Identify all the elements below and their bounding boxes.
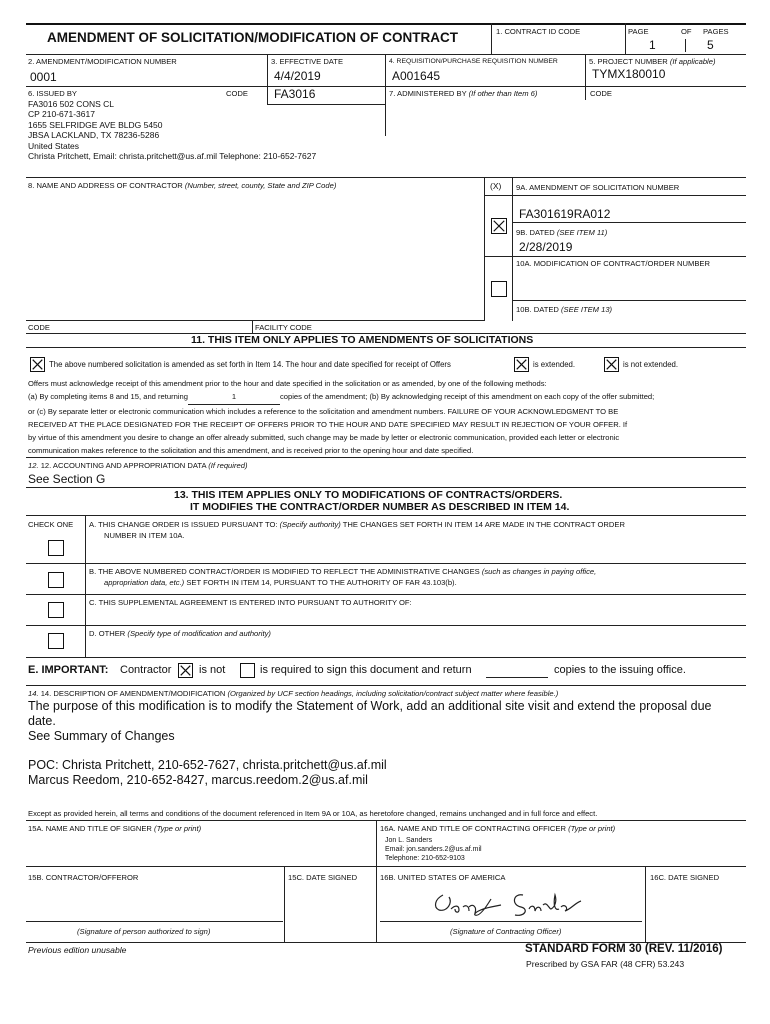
is-required-label: is required to sign this document and return xyxy=(260,664,472,676)
officer-line: Jon L. Sanders xyxy=(385,837,433,844)
amendment-number-value[interactable]: 0001 xyxy=(30,70,57,84)
effective-date-label: 3. EFFECTIVE DATE xyxy=(271,57,344,66)
description-label: 14. 14. DESCRIPTION OF AMENDMENT/MODIFICATION (Organized by UCF section headings, including solicitation/contract subject matter where feasible.) xyxy=(28,689,559,698)
officer-signature-caption: (Signature of Contracting Officer) xyxy=(450,927,562,936)
instruction-line: RECEIVED AT THE PLACE DESIGNATED FOR THE RECEIPT OF OFFERS PRIOR TO THE HOUR AND DATE SPECIFIED MAY RESULT IN REJECTION OF YOUR OFFER. If xyxy=(28,419,628,429)
option-d-label: D. OTHER (Specify type of modification and authority) xyxy=(89,629,271,638)
prescribed-by: Prescribed by GSA FAR (48 CFR) 53.243 xyxy=(526,959,685,969)
item11-heading: 11. THIS ITEM ONLY APPLIES TO AMENDMENTS OF SOLICITATIONS xyxy=(191,334,534,346)
effective-date-value[interactable]: 4/4/2019 xyxy=(274,69,321,83)
officer-details xyxy=(385,836,482,863)
issuer-address xyxy=(28,99,316,161)
poc-text xyxy=(28,758,387,788)
is-extended-label: is extended. xyxy=(533,360,576,369)
option-d-checkbox[interactable] xyxy=(48,633,64,649)
except-provided-text: Except as provided herein, all terms and conditions of the document referenced in Item 9A or 10A, as heretofore changed, remains unchanged and in full force and effect. xyxy=(28,809,598,818)
page-label: PAGE xyxy=(628,27,649,36)
check-one-label: CHECK ONE xyxy=(28,520,74,529)
instruction-line: (a) By completing items 8 and 15, and returning 1 copies of the amendment; (b) By acknowledging receipt of this amendment on each copy of the offer submitted; xyxy=(28,390,654,404)
option-a-line1: A. THIS CHANGE ORDER IS ISSUED PURSUANT TO: (Specify authority) THE CHANGES SET FORTH IN ITEM 14 ARE MADE IN THE CONTRACT ORDER xyxy=(89,520,625,529)
item11-line1: The above numbered solicitation is amended as set forth in Item 14. The hour and date specified for receipt of Offers xyxy=(49,360,451,369)
contract-id-code-label: 1. CONTRACT ID CODE xyxy=(496,27,581,36)
issuer-line: Christa Pritchett, Email: christa.pritchett@us.af.mil Telephone: 210-652-7627 xyxy=(28,151,317,162)
contractor-address-label: 8. NAME AND ADDRESS OF CONTRACTOR (Number, street, county, State and ZIP Code) xyxy=(28,181,337,190)
form-title: AMENDMENT OF SOLICITATION/MODIFICATION OF CONTRACT xyxy=(47,30,458,45)
solicitation-checkbox[interactable] xyxy=(491,218,507,234)
contractor-code-label: CODE xyxy=(28,323,50,332)
item13-heading-1: 13. THIS ITEM APPLIES ONLY TO MODIFICATIONS OF CONTRACTS/ORDERS. xyxy=(174,489,563,501)
pages-label: PAGES xyxy=(703,27,729,36)
issuer-line: FA3016 502 CONS CL xyxy=(28,99,114,109)
instruction-line: Offers must acknowledge receipt of this amendment prior to the hour and date specified in the solicitation or as amended, by one of the following methods: xyxy=(28,379,547,388)
contractor-date-label: 15C. DATE SIGNED xyxy=(288,873,358,882)
option-c-checkbox[interactable] xyxy=(48,602,64,618)
solicitation-dated-label: 9B. DATED (SEE ITEM 11) xyxy=(516,228,608,237)
issued-by-label: 6. ISSUED BY xyxy=(28,89,77,98)
project-number-label: 5. PROJECT NUMBER (If applicable) xyxy=(589,57,716,66)
description-line: date. xyxy=(28,714,56,728)
signer-name-label: 15A. NAME AND TITLE OF SIGNER (Type or print) xyxy=(28,824,202,833)
issuer-line: CP 210-671-3617 xyxy=(28,109,95,120)
copies-returned-field[interactable]: 1 xyxy=(188,390,280,404)
modification-checkbox[interactable] xyxy=(491,281,507,297)
not-extended-checkbox[interactable] xyxy=(604,357,619,372)
issued-code-label: CODE xyxy=(226,89,248,98)
option-b-line2: appropriation data, etc.) SET FORTH IN ITEM 14, PURSUANT TO THE AUTHORITY OF FAR 43.103(b). xyxy=(104,578,457,587)
option-b-line1: B. THE ABOVE NUMBERED CONTRACT/ORDER IS MODIFIED TO REFLECT THE ADMINISTRATIVE CHANGES (such as changes in paying office, xyxy=(89,567,597,576)
option-b-checkbox[interactable] xyxy=(48,572,64,588)
important-label: E. IMPORTANT: xyxy=(28,664,109,676)
contractor-offeror-label: 15B. CONTRACTOR/OFFEROR xyxy=(28,873,139,882)
solicitation-dated-value[interactable]: 2/28/2019 xyxy=(519,240,573,254)
issuer-line: JBSA LACKLAND, TX 78236-5286 xyxy=(28,130,160,141)
signer-signature-caption: (Signature of person authorized to sign) xyxy=(77,927,211,936)
is-not-checkbox[interactable] xyxy=(178,663,193,678)
instruction-line: by virtue of this amendment you desire to change an offer already submitted, such change may be made by letter or electronic communication, provided each letter or electronic xyxy=(28,433,620,443)
contractor-label: Contractor xyxy=(120,664,172,676)
not-extended-label: is not extended. xyxy=(623,360,679,369)
accounting-data-value[interactable]: See Section G xyxy=(28,472,106,486)
is-required-checkbox[interactable] xyxy=(240,663,255,678)
is-extended-checkbox[interactable] xyxy=(514,357,529,372)
instruction-line: or (c) By separate letter or electronic communication which includes a reference to the solicitation and amendment numbers. FAILURE OF YOUR ACKNOWLEDGMENT TO BE xyxy=(28,406,619,416)
officer-date-label: 16C. DATE SIGNED xyxy=(650,873,720,882)
officer-line: Telephone: 210-652-9103 xyxy=(385,855,465,862)
issuer-line: 1655 SELFRIDGE AVE BLDG 5450 xyxy=(28,119,163,130)
modification-dated-label: 10B. DATED (SEE ITEM 13) xyxy=(516,305,613,314)
facility-code-label: FACILITY CODE xyxy=(255,323,312,332)
check-x-icon xyxy=(605,358,618,371)
requisition-number-label: 4. REQUISITION/PURCHASE REQUISITION NUMBER xyxy=(389,58,558,65)
accounting-data-label: 12. 12. ACCOUNTING AND APPROPRIATION DATA (If required) xyxy=(28,461,248,470)
officer-line: Email: jon.sanders.2@us.af.mil xyxy=(385,846,482,853)
poc-line: POC: Christa Pritchett, 210-652-7627, christa.pritchett@us.af.mil xyxy=(28,758,387,772)
check-x-icon xyxy=(515,358,528,371)
issuer-line: United States xyxy=(28,140,80,151)
standard-form-number: STANDARD FORM 30 (REV. 11/2016) xyxy=(525,943,723,955)
instruction-line: communication makes reference to the solicitation and this amendment, and is received prior to the opening hour and date specified. xyxy=(28,446,474,456)
item11-instructions xyxy=(28,377,654,458)
officer-name-label: 16A. NAME AND TITLE OF CONTRACTING OFFICER (Type or print) xyxy=(380,824,616,833)
contracting-officer-signature xyxy=(425,885,595,925)
requisition-number-value[interactable]: A001645 xyxy=(392,69,441,83)
issued-code-value[interactable]: FA3016 xyxy=(274,87,316,101)
solicitation-number-value[interactable]: FA301619RA012 xyxy=(519,207,611,221)
option-c-label: C. THIS SUPPLEMENTAL AGREEMENT IS ENTERED INTO PURSUANT TO AUTHORITY OF: xyxy=(89,598,412,607)
of-label: OF xyxy=(681,27,692,36)
offers-amended-checkbox[interactable] xyxy=(30,357,45,372)
copies-label: copies to the issuing office. xyxy=(554,664,686,676)
poc-line: Marcus Reedom, 210-652-8427, marcus.reedom.2@us.af.mil xyxy=(28,773,368,787)
project-number-value[interactable]: TYMX180010 xyxy=(592,67,666,81)
option-a-line2: NUMBER IN ITEM 10A. xyxy=(104,531,185,540)
x-column-label: (X) xyxy=(490,181,502,191)
page-number[interactable]: 1 xyxy=(649,38,656,52)
description-line: See Summary of Changes xyxy=(28,729,175,743)
item13-heading-2: IT MODIFIES THE CONTRACT/ORDER NUMBER AS DESCRIBED IN ITEM 14. xyxy=(190,501,570,513)
check-x-icon xyxy=(492,219,506,233)
administered-by-label: 7. ADMINISTERED BY (If other than Item 6) xyxy=(389,89,538,98)
check-x-icon xyxy=(179,664,192,677)
page-count[interactable]: 5 xyxy=(707,38,714,52)
check-x-icon xyxy=(31,358,44,371)
amendment-number-label: 2. AMENDMENT/MODIFICATION NUMBER xyxy=(28,57,177,66)
description-line: The purpose of this modification is to modify the Statement of Work, add an additional site visit and extend the proposal due xyxy=(28,699,712,713)
is-not-label: is not xyxy=(199,664,226,676)
administered-code-label: CODE xyxy=(590,89,612,98)
option-a-checkbox[interactable] xyxy=(48,540,64,556)
solicitation-number-label: 9A. AMENDMENT OF SOLICITATION NUMBER xyxy=(516,183,680,192)
modification-number-label: 10A. MODIFICATION OF CONTRACT/ORDER NUMBER xyxy=(516,259,710,268)
united-states-label: 16B. UNITED STATES OF AMERICA xyxy=(380,873,506,882)
previous-edition-note: Previous edition unusable xyxy=(28,945,127,955)
description-text xyxy=(28,699,712,744)
